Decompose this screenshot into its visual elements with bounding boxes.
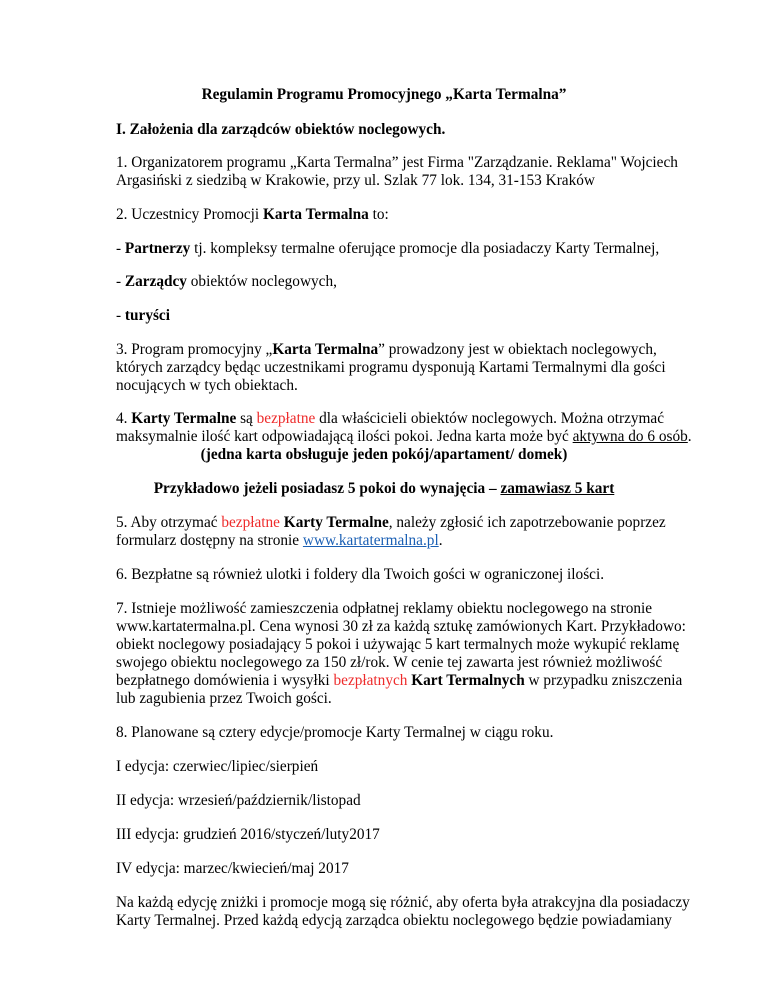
text-line: obiekt noclegowy posiadający 5 pokoi i używając 5 kart termalnych może wykupić reklamę — [116, 636, 680, 653]
document-title: Regulamin Programu Promocyjnego „Karta Termalna” — [201, 86, 567, 103]
text-line: nocujących w tych obiektach. — [116, 377, 298, 394]
text-line: 3. Program promocyjny „Karta Termalna” prowadzony jest w obiektach noclegowych, — [116, 341, 657, 358]
text-line: 7. Istnieje możliwość zamieszczenia odpłatnej reklamy obiektu noclegowego na stronie — [116, 600, 653, 617]
website-link[interactable]: www.kartatermalna.pl — [302, 532, 439, 549]
paragraph-6: 6. Bezpłatne są również ulotki i foldery dla Twoich gości w ograniczonej ilości. — [116, 566, 605, 583]
edition-3: III edycja: grudzień 2016/styczeń/luty2017 — [116, 826, 380, 843]
bullet-partners: - Partnerzy tj. kompleksy termalne oferujące promocje dla posiadaczy Karty Termalnej, — [116, 240, 660, 257]
edition-1: I edycja: czerwiec/lipiec/sierpień — [116, 758, 319, 775]
text-line: których zarządcy będąc uczestnikami programu dysponują Kartami Termalnymi dla gości — [116, 359, 666, 376]
paragraph-2: 2. Uczestnicy Promocji Karta Termalna to: — [116, 206, 389, 223]
text-line: formularz dostępny na stronie www.kartatermalna.pl. — [116, 532, 443, 549]
text-line: Na każdą edycję zniżki i promocje mogą się różnić, aby oferta była atrakcyjna dla posiadaczy — [116, 894, 690, 911]
paragraph-8: 8. Planowane są cztery edycje/promocje Karty Termalnej w ciągu roku. — [116, 724, 554, 741]
text-line: bezpłatnego domówienia i wysyłki bezpłatnych Kart Termalnych w przypadku zniszczenia — [116, 672, 683, 689]
text-line: maksymalnie ilość kart odpowiadającą ilości pokoi. Jedna karta może być aktywna do 6 osób. — [116, 428, 692, 445]
note-example: Przykładowo jeżeli posiadasz 5 pokoi do wynajęcia – zamawiasz 5 kart — [153, 480, 615, 497]
edition-2: II edycja: wrzesień/październik/listopad — [116, 792, 361, 809]
text-line: lub zagubienia przez Twoich gości. — [116, 690, 332, 707]
text-line: Argasiński z siedzibą w Krakowie, przy ul. Szlak 77 lok. 134, 31-153 Kraków — [116, 172, 595, 189]
bullet-tourists: - turyści — [116, 307, 170, 324]
text-line: 1. Organizatorem programu „Karta Termalna” jest Firma "Zarządzanie. Reklama" Wojciech — [116, 154, 678, 171]
section-heading: I. Założenia dla zarządców obiektów noclegowych. — [116, 121, 446, 138]
bullet-managers: - Zarządcy obiektów noclegowych, — [116, 273, 337, 290]
text-line: swojego obiektu noclegowego za 150 zł/rok. W cenie tej zawarta jest również możliwość — [116, 654, 663, 671]
note-one-card: (jedna karta obsługuje jeden pokój/apartament/ domek) — [200, 446, 568, 463]
edition-4: IV edycja: marzec/kwiecień/maj 2017 — [116, 860, 349, 877]
text-line: Karty Termalnej. Przed każdą edycją zarządca obiektu noclegowego będzie powiadamiany — [116, 912, 672, 929]
text-line: www.kartatermalna.pl. Cena wynosi 30 zł za każdą sztukę zamówionych Kart. Przykładowo: — [116, 618, 686, 635]
text-line: 4. Karty Termalne są bezpłatne dla właścicieli obiektów noclegowych. Można otrzymać — [116, 410, 665, 427]
text-line: 5. Aby otrzymać bezpłatne Karty Termalne, należy zgłosić ich zapotrzebowanie poprzez — [116, 514, 666, 531]
